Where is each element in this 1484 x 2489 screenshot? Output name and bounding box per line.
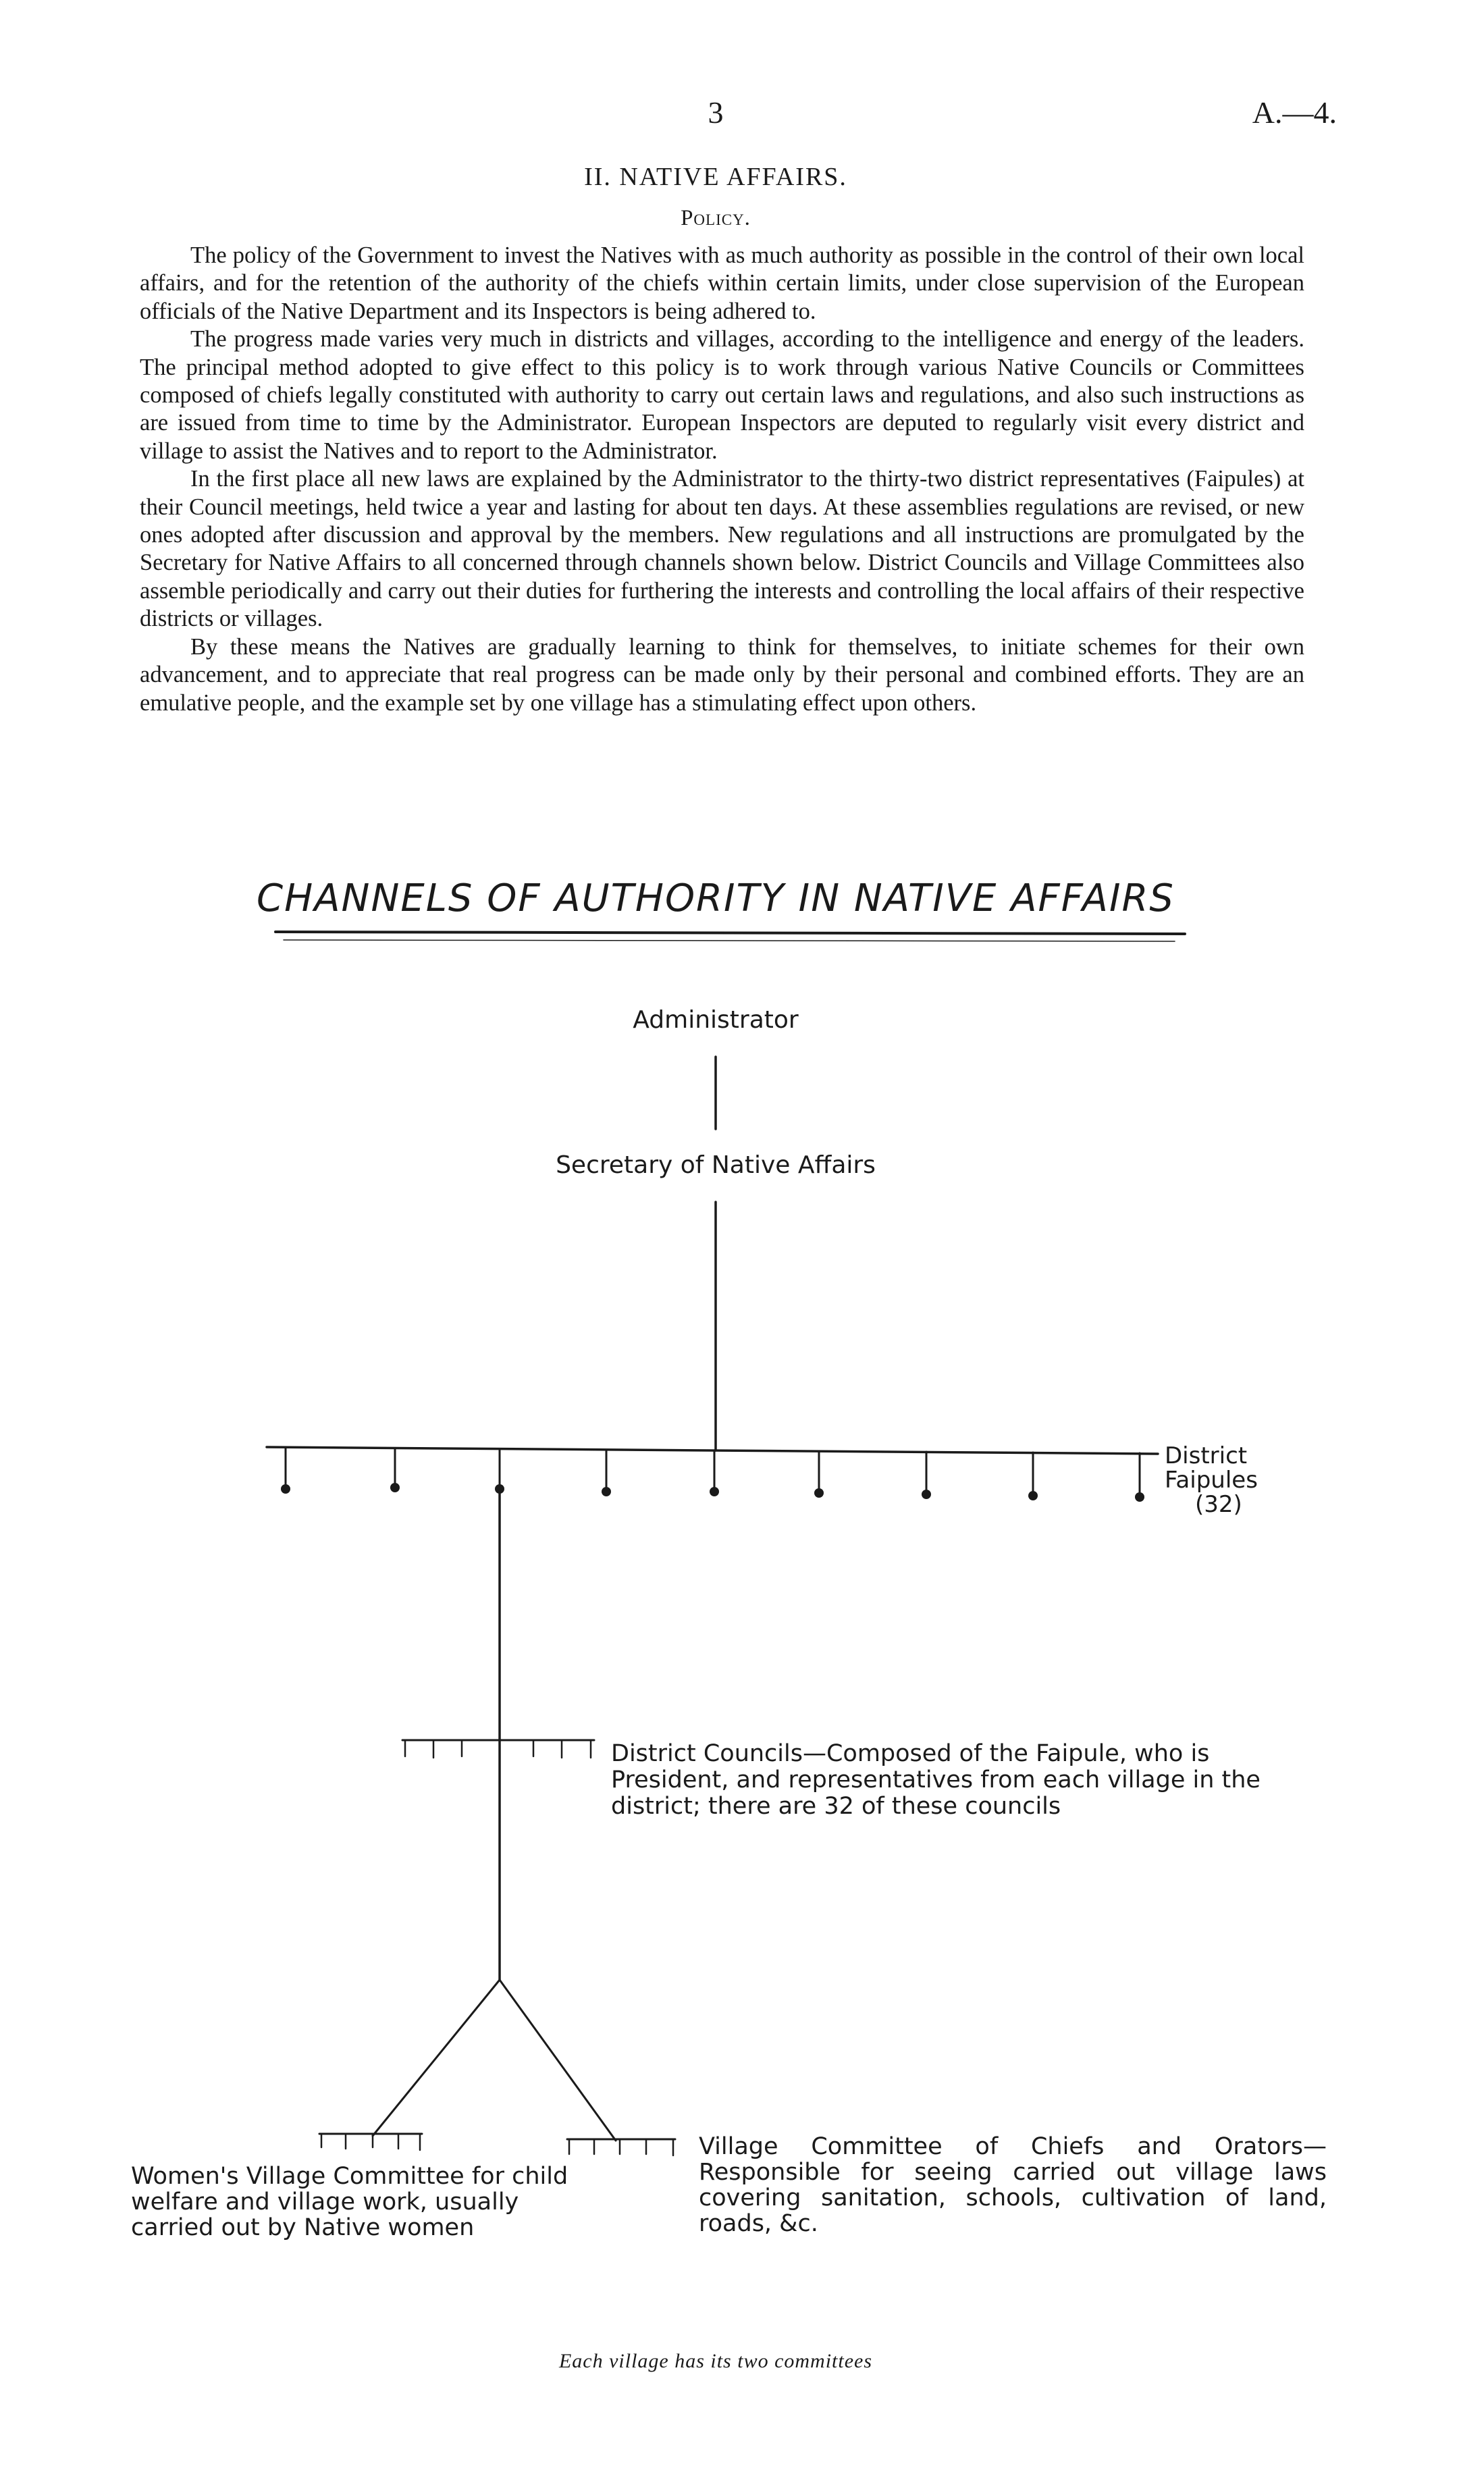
paragraph: The progress made varies very much in districts and villages, according to the intelligence and energy of the leaders. The principal method adopted to give effect to this policy is to work through various Native Councils or Committees composed of chiefs legally constituted with authority to carry out certain laws and regulations, and also such instructions as are issued from time to time by the Administrator. European Inspectors are deputed to regularly visit every district and village to assist the Natives and to report to the Administrator. xyxy=(140,326,1304,464)
district-faipules-node xyxy=(1165,1444,1320,1517)
secretary-node: Secretary of Native Affairs xyxy=(556,1151,876,1179)
section-title: II. NATIVE AFFAIRS. xyxy=(584,163,847,191)
village-committee-ticks xyxy=(569,2139,673,2155)
paragraph: The policy of the Government to invest the Natives with as much authority as possible in the control of their own local affairs, and for the retention of the authority of the chiefs within certain limits, under close supervision of the European officials of the Native Department and its Inspectors is being adhered to. xyxy=(140,242,1304,324)
faipules-label: District Faipules xyxy=(1165,1442,1258,1494)
title-underline-thin xyxy=(284,940,1175,941)
faipule-ticks xyxy=(286,1448,1140,1494)
title-underline xyxy=(275,932,1185,934)
document-reference: A.—4. xyxy=(1252,95,1337,130)
faipule-dots xyxy=(281,1483,1144,1502)
paragraph: By these means the Natives are gradually learning to think for themselves, to initiate schemes for their own advancement, and to appreciate that real progress can be made only by their personal and combined efforts. They are an emulative people, and the example set by one village has a stimulating effect upon others. xyxy=(140,633,1304,716)
women-committee-ticks xyxy=(321,2134,420,2150)
diagram-title: CHANNELS OF AUTHORITY IN NATIVE AFFAIRS xyxy=(257,876,1175,920)
branch-to-women xyxy=(373,1980,500,2136)
paragraph: In the first place all new laws are explained by the Administrator to the thirty-two district representatives (Faipules) at their Council meetings, held twice a year and lasting for about ten days. At these assemblies regulations are revised, or new ones adopted after discussion and approval by the members. New regulations and all instructions are promulgated by the Secretary for Native Affairs to all concerned through channels shown below. District Councils and Village Committees also assemble periodically and carry out their duties for furthering the interests and controlling the local affairs of their respective districts or villages. xyxy=(140,466,1304,632)
page-number: 3 xyxy=(708,95,724,130)
diagram-footnote: Each village has its two committees xyxy=(558,2350,873,2372)
district-councils-node: District Councils—Composed of the Faipule, who is President, and representatives from each village in the district; there are 32 of these councils xyxy=(611,1740,1261,1820)
administrator-node: Administrator xyxy=(633,1006,799,1034)
council-ticks xyxy=(405,1740,591,1758)
district-bar xyxy=(267,1447,1158,1454)
faipules-count: (32) xyxy=(1195,1491,1242,1518)
village-committee-node: Village Committee of Chiefs and Orators—Responsible for seeing carried out village laws covering sanitation, schools, cultivation of land, roads, &c. xyxy=(699,2133,1327,2237)
womens-committee-node: Women's Village Committee for child welfare and village work, usually carried out by Native women xyxy=(131,2163,568,2241)
section-subtitle: Policy. xyxy=(681,206,751,230)
branch-to-village xyxy=(500,1980,616,2141)
